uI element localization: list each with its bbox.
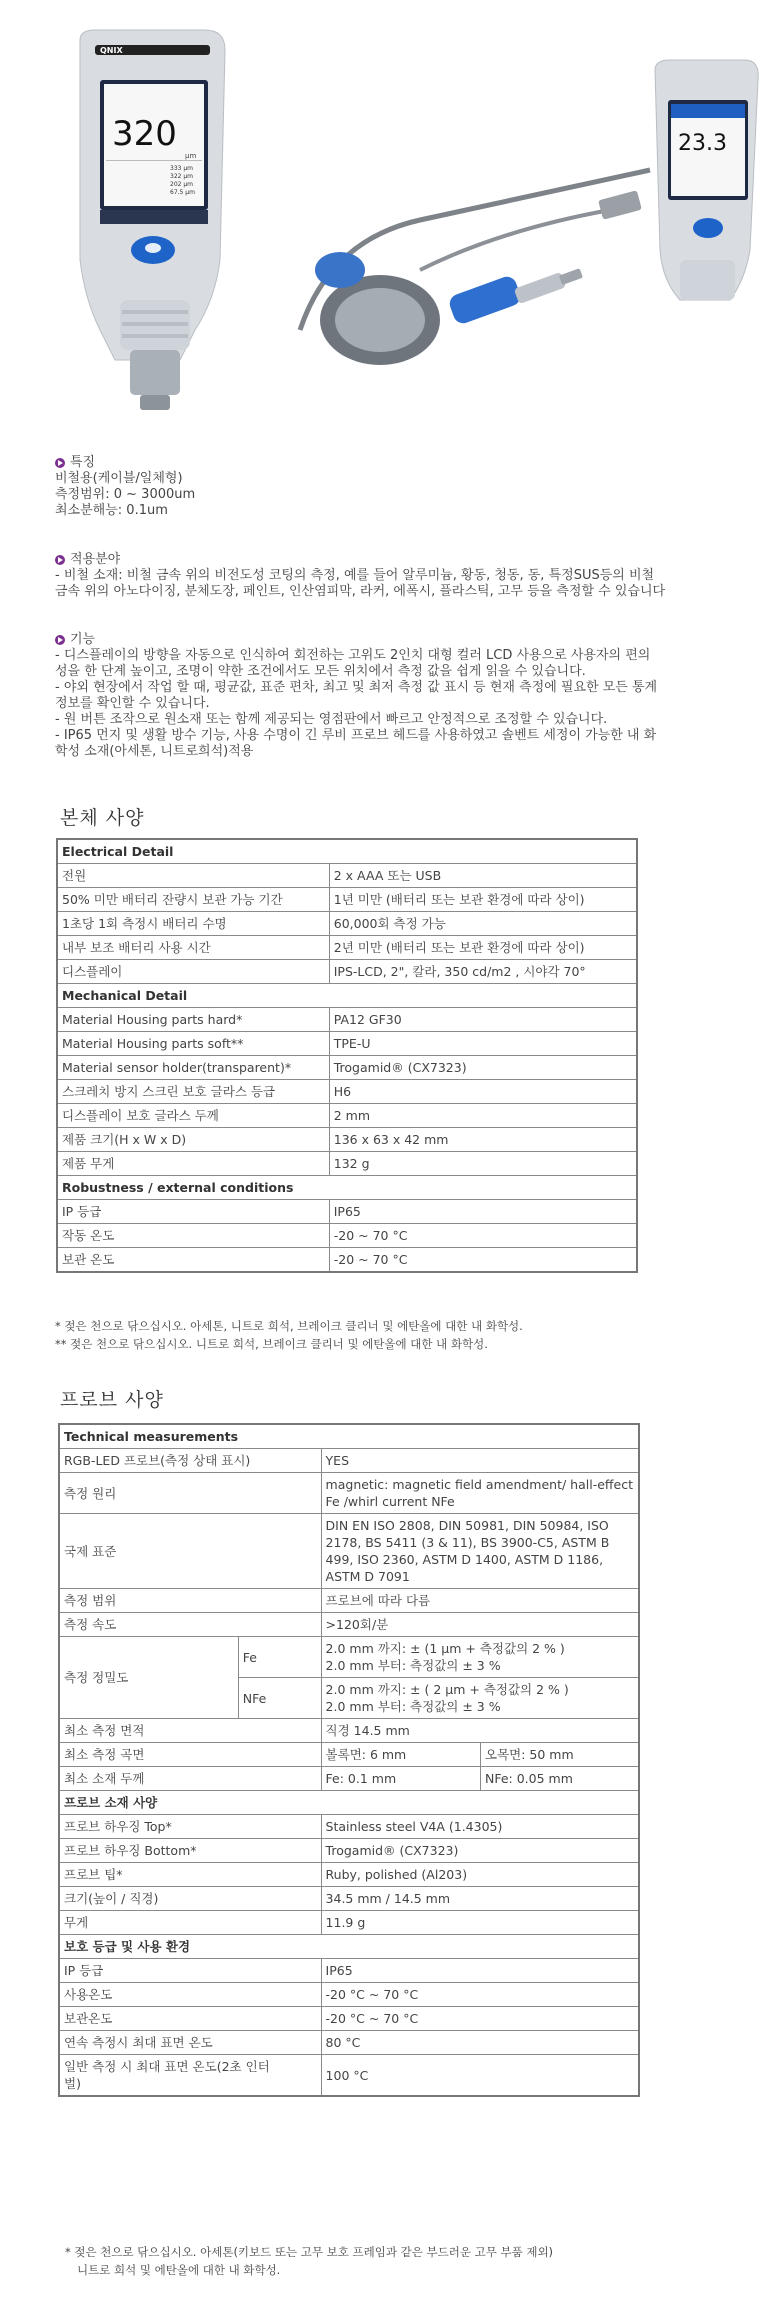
table-row: 측정 범위 프로브에 따라 다름	[59, 1589, 639, 1613]
group-header: Robustness / external conditions	[57, 1176, 637, 1200]
table-row: 일반 측정 시 최대 표면 온도(2초 인터 벌) 100 °C	[59, 2055, 639, 2097]
table-row: 측정 속도 >120회/분	[59, 1613, 639, 1637]
group-header: Electrical Detail	[57, 839, 637, 864]
bullet-icon	[55, 635, 65, 645]
table-row: 사용온도 -20 °C ~ 70 °C	[59, 1983, 639, 2007]
probe-spec-notes: * 젖은 천으로 닦으십시오. 아세톤(키보드 또는 고무 보호 프레임과 같은 부드러운 고무 부품 제외) 니트로 희석 및 에탄올에 대한 내 화학성.	[65, 2245, 554, 2277]
brand-logo: QNIX	[100, 46, 123, 55]
table-row: 측정 원리 magnetic: magnetic field amendment/ hall-effect Fe /whirl current NFe	[59, 1473, 639, 1514]
table-row: 무게 11.9 g	[59, 1911, 639, 1935]
body-spec-heading: 본체 사양	[60, 807, 145, 829]
table-row: 제품 크기(H x W x D) 136 x 63 x 42 mm	[57, 1128, 637, 1152]
table-row: 프로브 하우징 Top* Stainless steel V4A (1.4305)	[59, 1815, 639, 1839]
table-row: 보관온도 -20 °C ~ 70 °C	[59, 2007, 639, 2031]
svg-text:333 µm: 333 µm	[170, 165, 194, 172]
product-photo	[0, 0, 783, 450]
table-row: 스크레치 방지 스크린 보호 글라스 등급 H6	[57, 1080, 637, 1104]
section-title: 적용분야	[70, 552, 121, 567]
body-spec-table	[56, 838, 638, 1273]
gauge-side-illustration	[655, 60, 758, 300]
body-spec-notes: * 젖은 천으로 닦으십시오. 아세톤, 니트로 희석, 브레이크 클리너 및 에탄올에 대한 내 화학성. ** 젖은 천으로 닦으십시오. 니트로 희석, 브레이크 클리너 및 에탄올에 대한 내 화학성.	[55, 1319, 523, 1351]
table-row: IP 등급 IP65	[57, 1200, 637, 1224]
table-row: 1초당 1회 측정시 배터리 수명 60,000회 측정 가능	[57, 912, 637, 936]
svg-text:202 µm: 202 µm	[170, 181, 194, 188]
table-row: 최소 측정 면적 직경 14.5 mm	[59, 1719, 639, 1743]
table-row: 최소 소재 두께 Fe: 0.1 mm NFe: 0.05 mm	[59, 1767, 639, 1791]
table-row: IP 등급 IP65	[59, 1959, 639, 1983]
table-row: 디스플레이 IPS-LCD, 2", 칼라, 350 cd/m2 , 시야각 70°	[57, 960, 637, 984]
table-row: Material sensor holder(transparent)* Trogamid® (CX7323)	[57, 1056, 637, 1080]
table-row: 국제 표준 DIN EN ISO 2808, DIN 50981, DIN 50984, ISO 2178, BS 5411 (3 & 11), BS 3900-C5, ASTM B 499, ISO 2360, ASTM D 1400, ASTM D 1186, ASTM D 7091	[59, 1514, 639, 1589]
applications-section: 적용분야 - 비철 소재: 비철 금속 위의 비전도성 코팅의 측정, 예를 들어 알루미늄, 황동, 청동, 동, 특정SUS등의 비철 금속 위의 아노다이징, 분체도장, 페인트, 인산염피막, 라커, 에폭시, 플라스틱, 고무 등을 측정할 수 있습니다	[55, 552, 666, 599]
group-header: Technical measurements	[59, 1424, 639, 1449]
probe-illustration	[300, 170, 650, 365]
table-row: Material Housing parts soft** TPE-U	[57, 1032, 637, 1056]
svg-text:µm: µm	[185, 152, 197, 160]
table-row: 내부 보조 배터리 사용 시간 2년 미만 (배터리 또는 보관 환경에 따라 상이)	[57, 936, 637, 960]
table-row: 제품 무게 132 g	[57, 1152, 637, 1176]
bullet-icon	[55, 555, 65, 565]
table-row: 최소 측정 곡면 볼록면: 6 mm 오목면: 50 mm	[59, 1743, 639, 1767]
functions-section: 기능 - 디스플레이의 방향을 자동으로 인식하여 회전하는 고위도 2인치 대형 컬러 LCD 사용으로 사용자의 편의 성을 한 단계 높이고, 조명이 약한 조건에서도 모든 위치에서 측정 값을 쉽게 읽을 수 있습니다. - 야외 현장에서 작업 할 때, 평균값, 표준 편차, 최고 및 최저 측정 값 표시 등 현재 측정에 필요한 모든 통계 정보를 확인할 수 있습니다. - 원 버튼 조작으로 원소재 또는 함께 제공되는 영점판에서 빠르고 안정적으로 조정할 수 있습니다. - IP65 먼지 및 생활 방수 기능, 사용 수명이 긴 루비 프로브 헤드를 사용하였고 솔벤트 세정이 가능한 내 화 학성 소재(아세톤, 니트로희석)적용	[55, 632, 658, 759]
table-row: 전원 2 x AAA 또는 USB	[57, 864, 637, 888]
table-row: 프로브 하우징 Bottom* Trogamid® (CX7323)	[59, 1839, 639, 1863]
section-title: 특징	[70, 455, 96, 470]
svg-text:67.5 µm: 67.5 µm	[170, 189, 195, 196]
group-header: 보호 등급 및 사용 환경	[59, 1935, 639, 1959]
table-row: 측정 정밀도 Fe 2.0 mm 까지: ± (1 µm + 측정값의 2 % ) 2.0 mm 부터: 측정값의 ± 3 %	[59, 1637, 639, 1678]
section-title: 기능	[70, 632, 96, 647]
probe-spec-heading: 프로브 사양	[60, 1389, 164, 1411]
gauge-illustration	[80, 30, 225, 410]
group-header: Mechanical Detail	[57, 984, 637, 1008]
bullet-icon	[55, 458, 65, 468]
group-header: 프로브 소재 사양	[59, 1791, 639, 1815]
probe-spec-table	[58, 1423, 640, 2097]
svg-text:23.3: 23.3	[678, 131, 727, 156]
table-row: RGB-LED 프로브(측정 상태 표시) YES	[59, 1449, 639, 1473]
table-row: 작동 온도 -20 ~ 70 °C	[57, 1224, 637, 1248]
table-row: 프로브 팁* Ruby, polished (Al203)	[59, 1863, 639, 1887]
features-section: 특징 비철용(케이블/일체형) 측정범위: 0 ~ 3000um 최소분해능: 0.1um	[55, 455, 196, 518]
table-row: Material Housing parts hard* PA12 GF30	[57, 1008, 637, 1032]
table-row: 크기(높이 / 직경) 34.5 mm / 14.5 mm	[59, 1887, 639, 1911]
table-row: 디스플레이 보호 글라스 두께 2 mm	[57, 1104, 637, 1128]
table-row: 50% 미만 배터리 잔량시 보관 가능 기간 1년 미만 (배터리 또는 보관 환경에 따라 상이)	[57, 888, 637, 912]
table-row: 보관 온도 -20 ~ 70 °C	[57, 1248, 637, 1273]
svg-text:322 µm: 322 µm	[170, 173, 194, 180]
lcd-main-value: 320	[112, 114, 177, 154]
table-row: 연속 측정시 최대 표면 온도 80 °C	[59, 2031, 639, 2055]
table-row: NFe 2.0 mm 까지: ± ( 2 µm + 측정값의 2 % ) 2.0 mm 부터: 측정값의 ± 3 %	[59, 1678, 639, 1719]
